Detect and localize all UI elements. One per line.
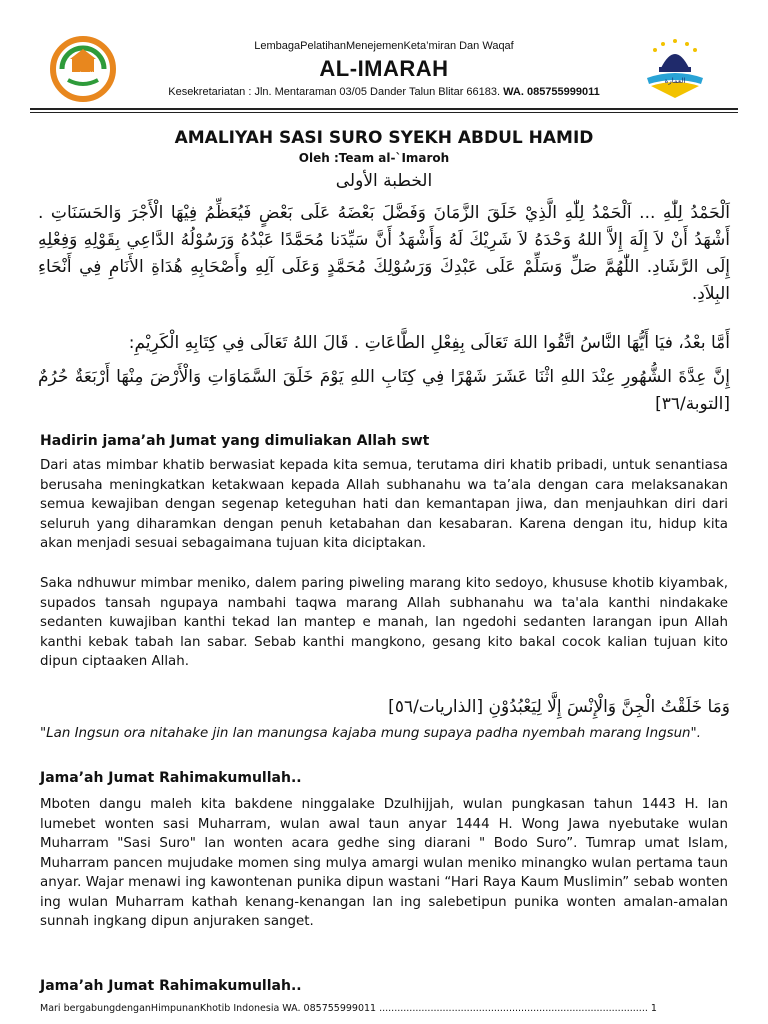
logo-left-lettering: العمارة [72,71,94,79]
document-title: AMALIYAH SASI SURO SYEKH ABDUL HAMID [174,128,594,148]
page-footer [40,1003,728,1014]
section-heading-rahimakumullah-2: Jama’ah Jumat Rahimakumullah.. [40,978,302,994]
organization-name: AL-IMARAH [319,56,449,81]
paragraph-javanese: Saka ndhuwur mimbar meniko, dalem paring piweling marang kito sedoyo, khususe khotib kiyambak, supados tansah ngupaya nambahi taqwa marang Allah subhanahu wa ta'ala kanthi nindakake sedanten kuwajiban kanthi tekad lan mantep e manah, lan ngedohi sedanten larangan ipun Allah kanthi kebak tabah lan sabar. Sebab kanthi mangkono, gesang kito bakal cocok kalian tujuan kito dipun ciptaaken Allah. [40,576,728,669]
arabic-opening: اَلْحَمْدُ لِلّٰهِ ... اَلْحَمْدُ لِلّٰهِ الَّذِيْ خَلَقَ الزَّمَانَ وَفَضَّلَ بَعْضَهُ عَلَى بَعْضٍ فَيُعَظِّمُ فِيْهَا الْأَجْرَ وَالحَسَنَاتِ . أَشْهَدُ أَنْ لاَ إِلَهَ إِلاَّ اللهُ وَحْدَهُ لاَ شَرِيْكَ لَهُ وَأَشْهَدُ أَنَّ سَيِّدَنا مُحَمَّدًا عَبْدُهُ وَرَسُوْلُهُ الدَّاعِي بِقَوْلِهِ وَفِعْلِهِ إِلَى الرَّشَادِ. اللّٰهُمَّ صَلِّ وَسَلِّمْ عَلَى عَبْدِكَ وَرَسُوْلِكَ مُحَمَّدٍ وَعَلَى آلِهِ وأَصْحَابِهِ هُدَاةِ الأَنَامِ فِي أَنْحَاءِ البِلاَدِ. [38,203,730,304]
page-number: 1 [650,1003,657,1014]
header-rule-thin [30,112,738,113]
arabic-verse-dzariyat: وَمَا خَلَقْتُ الْجِنَّ وَالْإِنْسَ إِلَّا لِيَعْبُدُوْنِ [الذاريات/٥٦] [388,697,730,717]
letterhead [0,36,768,102]
address-text: Kesekretariatan : Jln. Mentaraman 03/05 Dander Talun Blitar 66183. [168,86,501,98]
whatsapp-number: WA. 085755999011 [503,86,600,98]
header-rule-thick [30,108,738,110]
footer-text: Mari bergabungdenganHimpunanKhotib Indonesia WA. 085755999011 ......................................................................................... [40,1003,648,1014]
logo-right-lettering: العمارة [664,77,686,85]
verse-translation-quote: "Lan Ingsun ora nitahake jin lan manungsa kajaba mung supaya padha nyembah marang Ingsun". [40,726,701,741]
arabic-verse-tawbah: إِنَّ عِدَّةَ الشُّهُورِ عِنْدَ اللهِ اثْنَا عَشَرَ شَهْرًا فِي كِتَابِ اللهِ يَوْمَ خَلَقَ السَّمَاوَاتِ وَالْأَرْضَ مِنْهَا أَرْبَعَةٌ حُرُمٌ [التوبة/٣٦] [38,367,730,414]
document-author: Oleh :Team al-`Imaroh [298,151,450,165]
section-heading-rahimakumullah-1: Jama’ah Jumat Rahimakumullah.. [40,770,302,786]
paragraph-muharram: Mboten dangu maleh kita bakdene ninggalake Dzulhijjah, wulan pungkasan tahun 1443 H. lan lumebet wonten sasi Muharram, wulan awal taun anyar 1444 H. Wong Jawa nyebutake wulan Muharram "Sasi Suro" lan wonten acara gedhe sing diarani " Bodo Suro”. Tumrap umat Islam, Muharram pancen mujudake momen sing mulya amargi wulan meniko minangko wulan pertama taun anyar. Wajar menawi ing kawontenan punika dipun wastani “Hari Raya Kaum Muslimin” sebab wonten ing wulan Muharram kathah kenang-kenangan lan ing salebetipun punika wonten amalan-amalan sunnah ingkang dipun anjuraken sanget. [40,797,728,929]
paragraph-indonesian: Dari atas mimbar khatib berwasiat kepada kita semua, terutama diri khatib pribadi, untuk senantiasa berusaha meningkatkan ketakwaan kepada Allah subhanahu wa ta’ala dengan cara melaksanakan semua kewajiban dengan segenap keteguhan hati dan kemantapan jiwa, dan menjauhkan diri dari seluruh yang diharamkan dengan penuh ketabahan dan kesabaran. Karena dengan itu, hidup kita akan menjadi sesuai sebagaimana tujuan kita diciptakan. [40,458,728,551]
al-imarah-logo-right [635,38,715,104]
institution-line: LembagaPelatihanMenejemenKeta’miran Dan Waqaf [254,40,514,52]
arabic-amma-bad: أَمَّا بعْدُ، فيَا أَيُّهَا النَّاسُ اتَّقُوا اللهَ تَعَالَى بِفِعْلِ الطَّاعَاتِ . قَالَ اللهُ تَعَالَى فِي كِتَابِهِ الْكَرِيْمِ: [128,333,730,353]
khutbah-heading-arabic: الخطبة الأولى [335,171,433,191]
section-heading-hadirin: Hadirin jama’ah Jumat yang dimuliakan Allah swt [40,433,430,449]
